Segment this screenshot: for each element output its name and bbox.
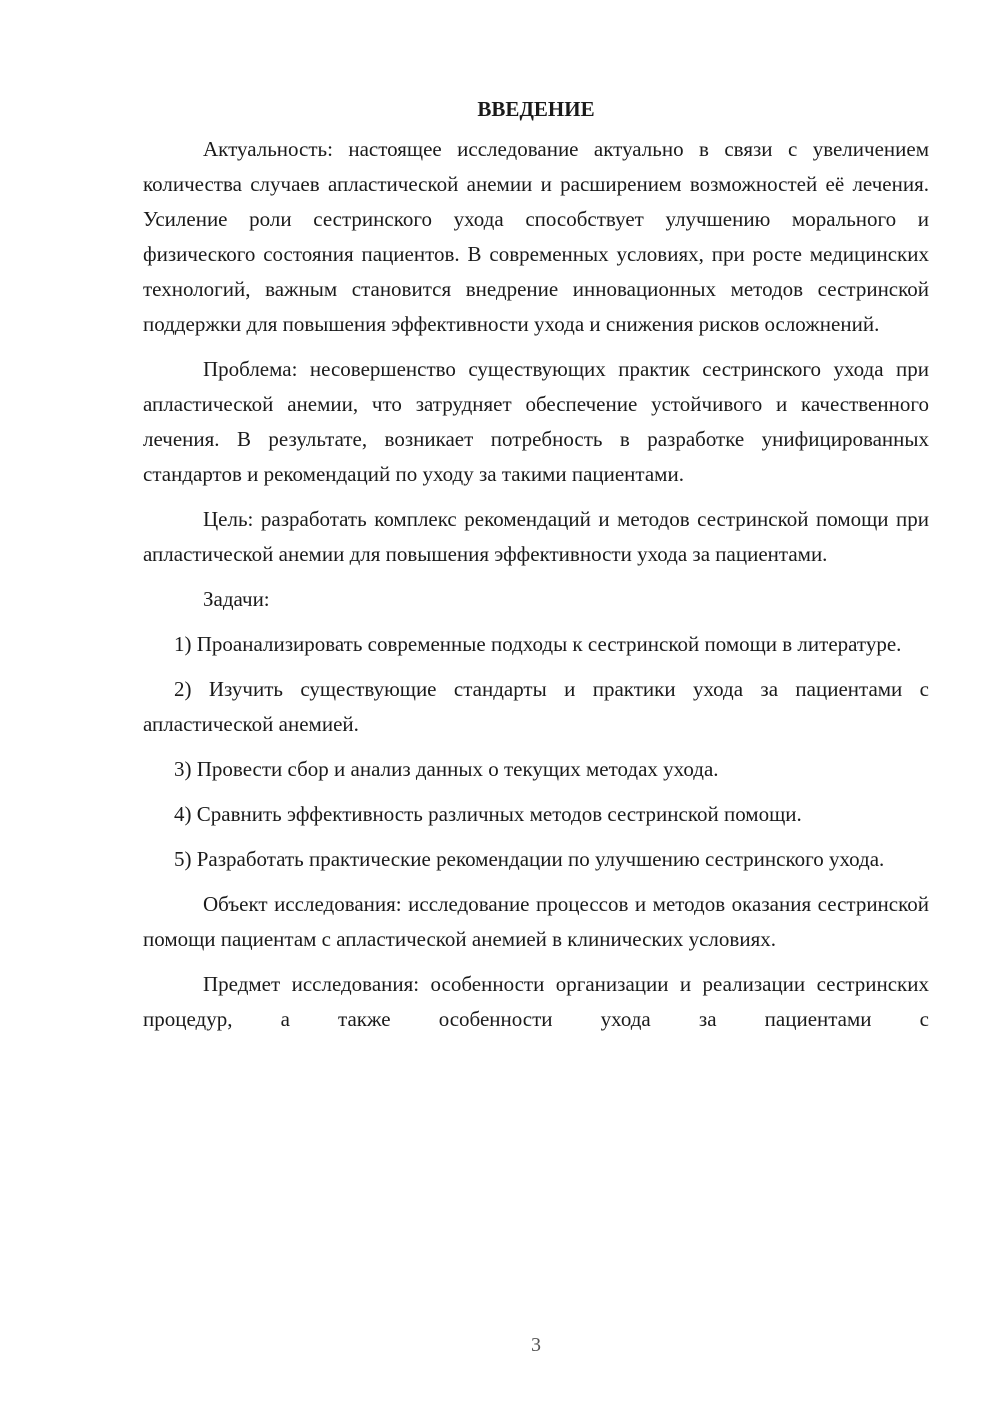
object-paragraph: Объект исследования: исследование процессов и методов оказания сестринской помощи пациентам с апластической анемией в клинических условиях.	[143, 892, 929, 951]
task-item: 3) Провести сбор и анализ данных о текущих методах ухода.	[174, 757, 719, 781]
section-title: ВВЕДЕНИЕ	[477, 97, 595, 121]
task-item: 4) Сравнить эффективность различных методов сестринской помощи.	[174, 802, 802, 826]
task-item: 5) Разработать практические рекомендации по улучшению сестринского ухода.	[174, 847, 885, 871]
page-number: 3	[531, 1334, 541, 1356]
goal-paragraph: Цель: разработать комплекс рекомендаций и методов сестринской помощи при апластической анемии для повышения эффективности ухода за пациентами.	[143, 507, 929, 566]
problem-paragraph: Проблема: несовершенство существующих практик сестринского ухода при апластической анемии, что затрудняет обеспечение устойчивого и качественного лечения. В результате, возникает потребность в разработке унифицированных стандартов и рекомендаций по уходу за такими пациентами.	[143, 357, 929, 486]
relevance-paragraph: Актуальность: настоящее исследование актуально в связи с увеличением количества случаев апластической анемии и расширением возможностей её лечения. Усиление роли сестринского ухода способствует улучшению морального и физического состояния пациентов. В современных условиях, при росте медицинских технологий, важным становится внедрение инновационных методов сестринской поддержки для повышения эффективности ухода и снижения рисков осложнений.	[143, 137, 929, 336]
tasks-heading: Задачи:	[203, 587, 270, 611]
task-item: 2) Изучить существующие стандарты и практики ухода за пациентами с апластической анемией.	[143, 677, 929, 736]
subject-paragraph: Предмет исследования: особенности организации и реализации сестринских процедур, а также особенности ухода за пациентами с	[143, 972, 929, 1031]
task-item: 1) Проанализировать современные подходы к сестринской помощи в литературе.	[174, 632, 902, 656]
document-body	[143, 92, 929, 1047]
